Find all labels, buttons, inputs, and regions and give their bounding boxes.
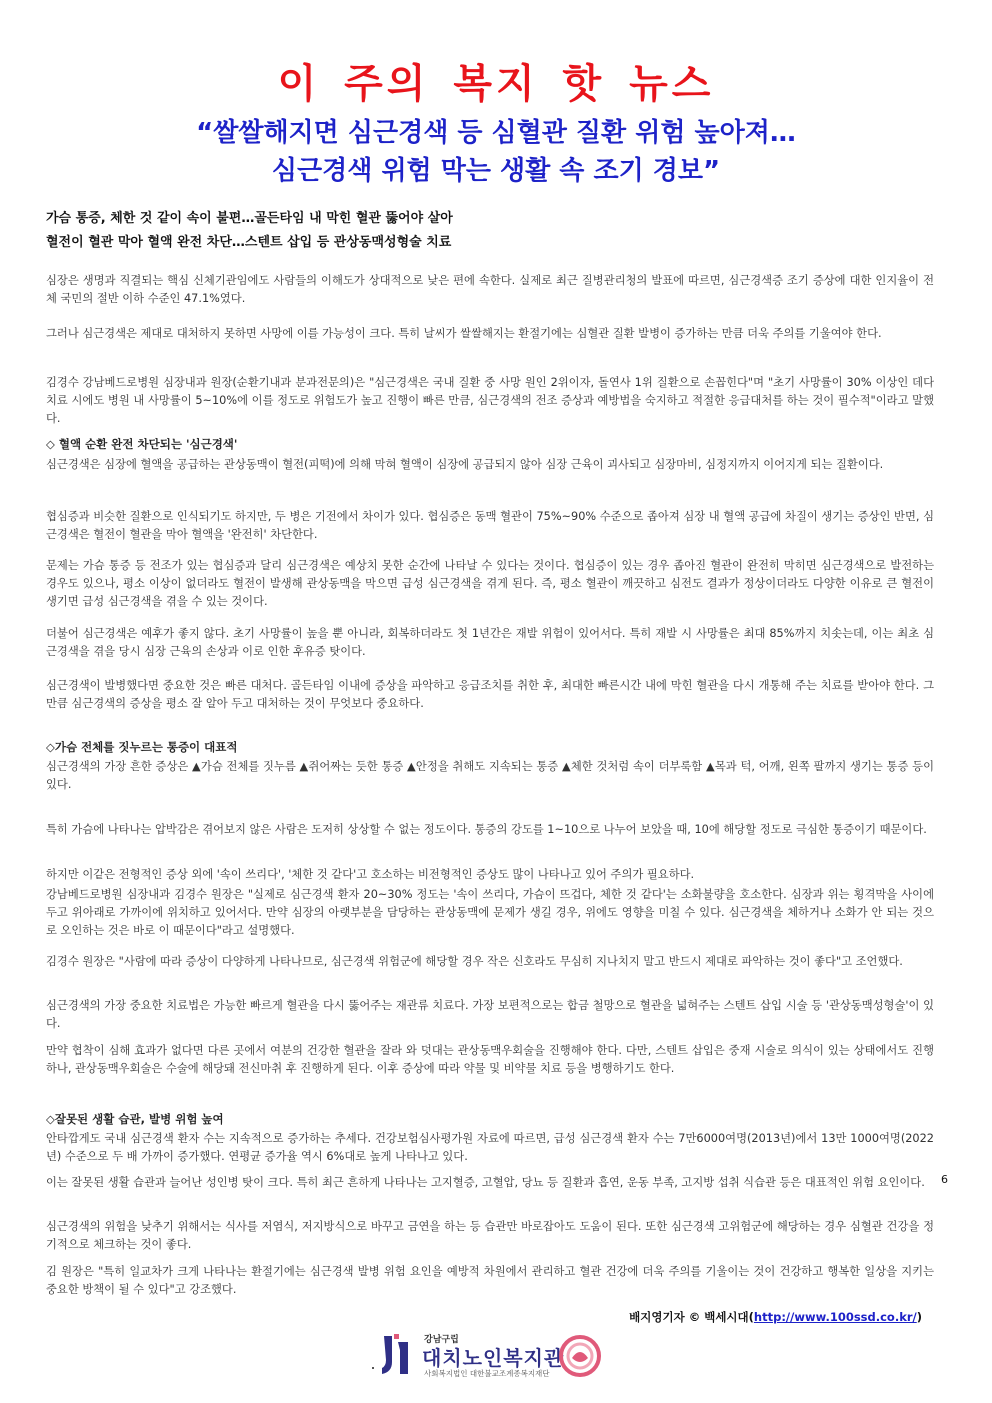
logo-main-text: 대치노인복지관 bbox=[422, 1346, 565, 1370]
paragraph-1: 심장은 생명과 직결되는 핵심 신체기관임에도 사람들의 이해도가 상대적으로 낮은 편에 속한다. 실제로 최근 질병관리청의 발표에 따르면, 심근경색증 조기 증상에 대한 인지율이 전체 국민의 절반 이하 수준인 47.1%였다. bbox=[46, 274, 934, 305]
paragraph-5: 협심증과 비슷한 질환으로 인식되기도 하지만, 두 병은 기전에서 차이가 있다. 협심증은 동맥 혈관이 75%~90% 수준으로 좁아져 심장 내 혈액 공급에 차질이 생기는 증상인 반면, 심근경색은 혈전이 혈관을 막아 혈액을 '완전히' 차단한다. bbox=[46, 510, 934, 541]
logo-small-text: 강남구립 bbox=[424, 1335, 459, 1345]
logo-sub-text: 사회복지법인 대한불교조계종복지재단 bbox=[424, 1369, 550, 1378]
lead-line-2: 혈전이 혈관 막아 혈액 완전 차단…스텐트 삽입 등 관상동맥성형술 치료 bbox=[46, 235, 452, 250]
section-heading-2: ◇가슴 전체를 짓누르는 통증이 대표적 bbox=[46, 740, 238, 754]
paragraph-17: 이는 잘못된 생활 습관과 늘어난 성인병 탓이 크다. 특히 최근 흔하게 나타나는 고지혈증, 고혈압, 당뇨 등 질환과 흡연, 운동 부족, 고지방 섭취 식습관 등은 대표적인 위험 요인이다. bbox=[46, 1176, 925, 1189]
paragraph-7: 더불어 심근경색은 예후가 좋지 않다. 초기 사망률이 높을 뿐 아니라, 회복하더라도 첫 1년간은 재발 위험이 있어서다. 특히 재발 시 사망률은 최대 85%까지 치솟는데, 이는 최초 심근경색을 겪을 당시 심장 근육의 손상과 이로 인한 후유증 탓이다. bbox=[46, 627, 934, 658]
byline-close: ) bbox=[916, 1310, 922, 1324]
paragraph-6: 문제는 가슴 통증 등 전조가 있는 협심증과 달리 심근경색은 예상치 못한 순간에 나타날 수 있다는 것이다. 협심증이 있는 경우 좁아진 혈관이 완전히 막히면 심근경색으로 발전하는 경우도 있으나, 평소 이상이 없더라도 혈전이 발생해 관상동맥을 막으면 급성 심근경색을 겪게 된다. 즉, 평소 혈관이 깨끗하고 심전도 결과가 정상이더라도 다양한 이유로 큰 혈전이 생기면 급성 심근경색을 겪을 수 있는 것이다. bbox=[46, 559, 934, 608]
paragraph-9: 심근경색의 가장 흔한 증상은 ▲가슴 전체를 짓누름 ▲쥐어짜는 듯한 통증 ▲안정을 취해도 지속되는 통증 ▲체한 것처럼 속이 더부룩함 ▲목과 턱, 어깨, 왼쪽 팔까지 생기는 통증 등이 있다. bbox=[46, 760, 934, 791]
paragraph-19: 김 원장은 "특히 일교차가 크게 나타나는 환절기에는 심근경색 발병 위험 요인을 예방적 차원에서 관리하고 혈관 건강에 더욱 주의를 기울이는 것이 건강하고 행복한 일상을 지키는 중요한 방책이 될 수 있다"고 강조했다. bbox=[46, 1265, 934, 1296]
paragraph-2: 그러나 심근경색은 제대로 대처하지 못하면 사망에 이를 가능성이 크다. 특히 날씨가 쌀쌀해지는 환절기에는 심혈관 질환 발병이 증가하는 만큼 더욱 주의를 기울여야 한다. bbox=[46, 327, 882, 340]
logo-mark-icon bbox=[378, 1332, 416, 1378]
paragraph-10: 특히 가슴에 나타나는 압박감은 겪어보지 않은 사람은 도저히 상상할 수 없는 정도이다. 통증의 강도를 1~10으로 나누어 보았을 때, 10에 해당할 정도로 극심한 통증이기 때문이다. bbox=[46, 823, 927, 836]
paragraph-16: 안타깝게도 국내 심근경색 환자 수는 지속적으로 증가하는 추세다. 건강보험심사평가원 자료에 따르면, 급성 심근경색 환자 수는 7만6000여명(2013년)에서 13만 1000여명(2022년) 수준으로 두 배 가까이 증가했다. 연평균 증가율 역시 6%대로 높게 나타나고 있다. bbox=[46, 1132, 934, 1163]
paragraph-14: 심근경색의 가장 중요한 치료법은 가능한 빠르게 혈관을 다시 뚫어주는 재관류 치료다. 가장 보편적으로는 합금 철망으로 혈관을 넓혀주는 스텐트 삽입 시술 등 '관상동맥성형술'이 있다. bbox=[46, 999, 934, 1030]
paragraph-12: 강남베드로병원 심장내과 김경수 원장은 "실제로 심근경색 환자 20~30% 정도는 '속이 쓰리다, 가슴이 뜨겁다, 체한 것 같다'는 소화불량을 호소한다. 심장과 위는 횡격막을 사이에 두고 위아래로 가까이에 위치하고 있어서다. 만약 심장의 아랫부분을 담당하는 관상동맥에 문제가 생길 경우, 위에도 영향을 미칠 수 있다. 심근경색을 체하거나 소화가 안 되는 것으로 오인하는 것은 바로 이 때문이다"라고 설명했다. bbox=[46, 888, 934, 937]
paragraph-13: 김경수 원장은 "사람에 따라 증상이 다양하게 나타나므로, 심근경색 위험군에 해당할 경우 작은 신호라도 무심히 지나치지 말고 반드시 제대로 파악하는 것이 좋다"고 조언했다. bbox=[46, 955, 903, 968]
source-link[interactable]: http://www.100ssd.co.kr/ bbox=[753, 1310, 917, 1324]
paragraph-8: 심근경색이 발병했다면 중요한 것은 빠른 대처다. 골든타임 이내에 증상을 파악하고 응급조치를 취한 후, 최대한 빠른시간 내에 막힌 혈관을 다시 개통해 주는 치료를 받아야 한다. 그만큼 심근경색의 증상을 평소 잘 알아 두고 대처하는 것이 무엇보다 중요하다. bbox=[46, 679, 934, 710]
section-heading-3: ◇잘못된 생활 습관, 발병 위험 높여 bbox=[46, 1112, 224, 1126]
paragraph-11: 하지만 이같은 전형적인 증상 외에 '속이 쓰리다', '체한 것 같다'고 호소하는 비전형적인 증상도 많이 나타나고 있어 주의가 필요하다. bbox=[46, 868, 695, 881]
byline-author: 배지영기자 © 백세시대( bbox=[629, 1310, 754, 1324]
page-title: 이 주의 복지 핫 뉴스 bbox=[277, 61, 715, 107]
stray-dot bbox=[372, 1367, 374, 1369]
paragraph-18: 심근경색의 위험을 낮추기 위해서는 식사를 저염식, 저지방식으로 바꾸고 금연을 하는 등 습관만 바로잡아도 도움이 된다. 또한 심근경색 고위험군에 해당하는 경우 심혈관 건강을 정기적으로 체크하는 것이 좋다. bbox=[46, 1220, 934, 1251]
page-number: 6 bbox=[941, 1173, 948, 1186]
paragraph-4: 심근경색은 심장에 혈액을 공급하는 관상동맥이 혈전(피떡)에 의해 막혀 혈액이 심장에 공급되지 않아 심장 근육이 괴사되고 심장마비, 심정지까지 이어지게 되는 질환이다. bbox=[46, 458, 884, 471]
headline-line-1: “쌀쌀해지면 심근경색 등 심혈관 질환 위험 높아져… bbox=[196, 118, 796, 148]
lead-line-1: 가슴 통증, 체한 것 같이 속이 불편…골든타임 내 막힌 혈관 뚫어야 살아 bbox=[46, 211, 453, 226]
byline bbox=[629, 1309, 922, 1325]
logo-emblem-icon bbox=[558, 1334, 602, 1378]
headline-line-2: 심근경색 위험 막는 생활 속 조기 경보” bbox=[271, 156, 721, 186]
paragraph-3: 김경수 강남베드로병원 심장내과 원장(순환기내과 분과전문의)은 "심근경색은 국내 질환 중 사망 원인 2위이자, 돌연사 1위 질환으로 손꼽힌다"며 "초기 사망률이 30% 이상인 데다 치료 시에도 병원 내 사망률이 5~10%에 이를 정도로 위험도가 높고 진행이 빠른 만큼, 심근경색의 전조 증상과 예방법을 숙지하고 적절한 응급대처를 하는 것이 필수적"이라고 말했다. bbox=[46, 376, 934, 425]
section-heading-1: ◇ 혈액 순환 완전 차단되는 '심근경색' bbox=[46, 437, 238, 451]
welfare-center-logo bbox=[378, 1330, 608, 1382]
paragraph-15: 만약 협착이 심해 효과가 없다면 다른 곳에서 여분의 건강한 혈관을 잘라 와 덧대는 관상동맥우회술을 진행해야 한다. 다만, 스텐트 삽입은 중재 시술로 의식이 있는 상태에서도 진행하나, 관상동맥우회술은 수술에 해당돼 전신마취 후 진행하게 된다. 이후 증상에 따라 약물 및 비약물 치료 등을 병행하기도 한다. bbox=[46, 1044, 934, 1075]
